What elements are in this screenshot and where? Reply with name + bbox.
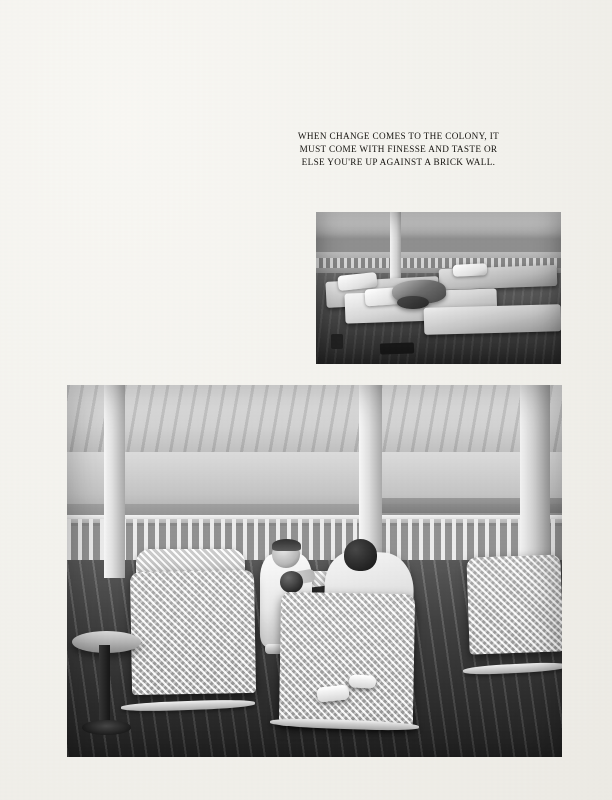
photo-caption [276,130,521,170]
caption-line-1: WHEN CHANGE COMES TO THE COLONY, IT [297,131,500,141]
caption-line-3: ELSE YOU'RE UP AGAINST A BRICK WALL. [301,157,496,168]
photo-vignette [67,385,562,757]
photo-bottom-porch [67,385,562,757]
photo-top-loungers [316,212,561,364]
caption-line-2: MUST COME WITH FINESSE AND TASTE OR [299,144,498,155]
photo-vignette [316,212,561,364]
